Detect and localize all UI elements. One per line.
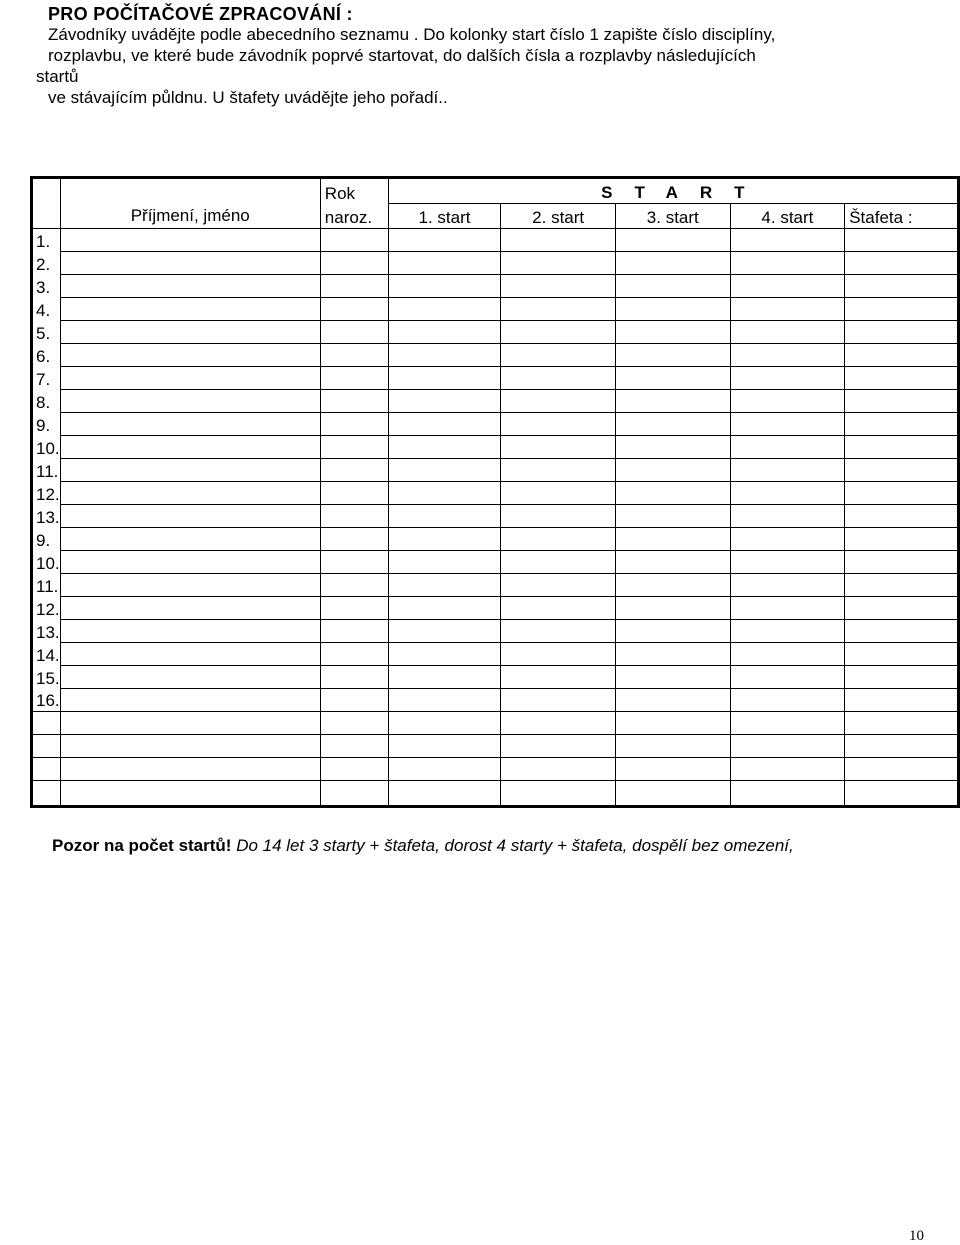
start-2-cell[interactable] bbox=[501, 229, 616, 252]
birth-year-cell[interactable] bbox=[320, 666, 388, 689]
table-row bbox=[32, 735, 959, 758]
start-4-cell[interactable] bbox=[730, 505, 845, 528]
start-1-cell[interactable] bbox=[388, 390, 501, 413]
birth-year-cell[interactable] bbox=[320, 459, 388, 482]
name-cell[interactable] bbox=[60, 666, 320, 689]
relay-cell[interactable] bbox=[845, 781, 959, 807]
start-3-cell[interactable] bbox=[615, 298, 730, 321]
name-cell[interactable] bbox=[60, 482, 320, 505]
birth-year-cell[interactable] bbox=[320, 367, 388, 390]
start-3-cell[interactable] bbox=[615, 551, 730, 574]
start-1-cell[interactable] bbox=[388, 735, 501, 758]
start-4-cell[interactable] bbox=[730, 413, 845, 436]
birth-year-cell[interactable] bbox=[320, 735, 388, 758]
start-4-cell[interactable] bbox=[730, 298, 845, 321]
instruction-line: ve stávajícím půldnu. U štafety uvádějte jeho pořadí.. bbox=[48, 88, 448, 107]
start-3-cell[interactable] bbox=[615, 643, 730, 666]
start-3-cell[interactable] bbox=[615, 390, 730, 413]
instruction-line: startů bbox=[36, 67, 79, 86]
name-cell[interactable] bbox=[60, 528, 320, 551]
table-row bbox=[32, 459, 959, 482]
start-2-cell[interactable] bbox=[501, 505, 616, 528]
number-header-cell bbox=[32, 204, 61, 229]
birth-year-cell[interactable] bbox=[320, 643, 388, 666]
start-4-cell[interactable] bbox=[730, 344, 845, 367]
start-2-cell[interactable] bbox=[501, 781, 616, 807]
start-3-cell[interactable] bbox=[615, 505, 730, 528]
birth-year-cell[interactable] bbox=[320, 597, 388, 620]
start-1-cell[interactable] bbox=[388, 344, 501, 367]
birth-year-cell[interactable] bbox=[320, 781, 388, 807]
start-2-cell[interactable] bbox=[501, 252, 616, 275]
name-column-header: Příjmení, jméno bbox=[60, 178, 320, 229]
start-3-cell[interactable] bbox=[615, 436, 730, 459]
start-2-cell[interactable] bbox=[501, 459, 616, 482]
relay-cell[interactable] bbox=[845, 643, 959, 666]
relay-cell[interactable] bbox=[845, 482, 959, 505]
birth-year-cell[interactable] bbox=[320, 229, 388, 252]
start-1-cell[interactable] bbox=[388, 436, 501, 459]
start-2-cell[interactable] bbox=[501, 298, 616, 321]
page-heading: PRO POČÍTAČOVÉ ZPRACOVÁNÍ : bbox=[48, 4, 353, 24]
start-3-cell[interactable] bbox=[615, 689, 730, 712]
start-4-cell[interactable] bbox=[730, 275, 845, 298]
start-group-header: START bbox=[388, 178, 958, 204]
row-number: 2. bbox=[32, 252, 61, 275]
relay-cell[interactable] bbox=[845, 298, 959, 321]
note-bold: Pozor na počet startů! bbox=[52, 836, 232, 855]
row-number: 8. bbox=[32, 390, 61, 413]
row-number bbox=[32, 781, 61, 807]
start-4-cell[interactable] bbox=[730, 689, 845, 712]
start-4-cell[interactable] bbox=[730, 528, 845, 551]
row-number: 12. bbox=[32, 482, 61, 505]
name-cell[interactable] bbox=[60, 574, 320, 597]
start-1-cell[interactable] bbox=[388, 275, 501, 298]
row-number: 9. bbox=[32, 528, 61, 551]
start-4-cell[interactable] bbox=[730, 666, 845, 689]
table-row bbox=[32, 528, 959, 551]
start-2-header: 2. start bbox=[501, 204, 616, 229]
table-row bbox=[32, 574, 959, 597]
start-1-cell[interactable] bbox=[388, 781, 501, 807]
relay-cell[interactable] bbox=[845, 620, 959, 643]
row-number: 14. bbox=[32, 643, 61, 666]
name-cell[interactable] bbox=[60, 689, 320, 712]
start-2-cell[interactable] bbox=[501, 528, 616, 551]
start-1-cell[interactable] bbox=[388, 367, 501, 390]
start-4-cell[interactable] bbox=[730, 574, 845, 597]
relay-cell[interactable] bbox=[845, 735, 959, 758]
start-limit-note bbox=[52, 836, 794, 856]
start-4-cell[interactable] bbox=[730, 229, 845, 252]
name-cell[interactable] bbox=[60, 321, 320, 344]
start-3-cell[interactable] bbox=[615, 758, 730, 781]
birth-year-cell[interactable] bbox=[320, 620, 388, 643]
name-cell[interactable] bbox=[60, 781, 320, 807]
birth-year-cell[interactable] bbox=[320, 321, 388, 344]
table-row bbox=[32, 298, 959, 321]
birth-year-cell[interactable] bbox=[320, 712, 388, 735]
birth-year-cell[interactable] bbox=[320, 298, 388, 321]
start-2-cell[interactable] bbox=[501, 735, 616, 758]
start-1-cell[interactable] bbox=[388, 321, 501, 344]
start-1-cell[interactable] bbox=[388, 643, 501, 666]
start-4-cell[interactable] bbox=[730, 390, 845, 413]
start-1-cell[interactable] bbox=[388, 252, 501, 275]
table-row bbox=[32, 689, 959, 712]
start-1-cell[interactable] bbox=[388, 689, 501, 712]
relay-cell[interactable] bbox=[845, 413, 959, 436]
start-3-cell[interactable] bbox=[615, 275, 730, 298]
name-cell[interactable] bbox=[60, 620, 320, 643]
start-1-cell[interactable] bbox=[388, 712, 501, 735]
relay-cell[interactable] bbox=[845, 390, 959, 413]
start-4-header: 4. start bbox=[730, 204, 845, 229]
birth-year-cell[interactable] bbox=[320, 436, 388, 459]
start-3-cell[interactable] bbox=[615, 620, 730, 643]
table-row bbox=[32, 666, 959, 689]
instruction-line: Závodníky uvádějte podle abecedního seznamu . Do kolonky start číslo 1 zapište číslo disciplíny, bbox=[48, 25, 776, 44]
start-3-header: 3. start bbox=[615, 204, 730, 229]
start-3-cell[interactable] bbox=[615, 666, 730, 689]
start-3-cell[interactable] bbox=[615, 344, 730, 367]
start-3-cell[interactable] bbox=[615, 252, 730, 275]
birth-year-cell[interactable] bbox=[320, 390, 388, 413]
table-row bbox=[32, 482, 959, 505]
registration-table bbox=[30, 176, 960, 808]
start-1-cell[interactable] bbox=[388, 597, 501, 620]
start-2-cell[interactable] bbox=[501, 758, 616, 781]
row-number: 13. bbox=[32, 620, 61, 643]
table-row bbox=[32, 597, 959, 620]
start-2-cell[interactable] bbox=[501, 413, 616, 436]
start-4-cell[interactable] bbox=[730, 459, 845, 482]
table-row bbox=[32, 758, 959, 781]
table-row bbox=[32, 229, 959, 252]
start-3-cell[interactable] bbox=[615, 459, 730, 482]
row-number: 7. bbox=[32, 367, 61, 390]
start-1-header: 1. start bbox=[388, 204, 501, 229]
start-2-cell[interactable] bbox=[501, 390, 616, 413]
name-cell[interactable] bbox=[60, 367, 320, 390]
name-cell[interactable] bbox=[60, 643, 320, 666]
start-1-cell[interactable] bbox=[388, 620, 501, 643]
name-cell[interactable] bbox=[60, 735, 320, 758]
table-row bbox=[32, 275, 959, 298]
row-number: 11. bbox=[32, 574, 61, 597]
name-cell[interactable] bbox=[60, 459, 320, 482]
start-1-cell[interactable] bbox=[388, 298, 501, 321]
start-2-cell[interactable] bbox=[501, 275, 616, 298]
start-2-cell[interactable] bbox=[501, 643, 616, 666]
start-2-cell[interactable] bbox=[501, 551, 616, 574]
start-4-cell[interactable] bbox=[730, 758, 845, 781]
start-3-cell[interactable] bbox=[615, 735, 730, 758]
birth-year-cell[interactable] bbox=[320, 252, 388, 275]
name-cell[interactable] bbox=[60, 344, 320, 367]
table-row bbox=[32, 505, 959, 528]
row-number: 16. bbox=[32, 689, 61, 712]
start-1-cell[interactable] bbox=[388, 528, 501, 551]
start-3-cell[interactable] bbox=[615, 367, 730, 390]
start-2-cell[interactable] bbox=[501, 712, 616, 735]
relay-cell[interactable] bbox=[845, 689, 959, 712]
row-number bbox=[32, 758, 61, 781]
table-row bbox=[32, 367, 959, 390]
start-4-cell[interactable] bbox=[730, 620, 845, 643]
start-4-cell[interactable] bbox=[730, 367, 845, 390]
start-4-cell[interactable] bbox=[730, 482, 845, 505]
relay-cell[interactable] bbox=[845, 321, 959, 344]
start-3-cell[interactable] bbox=[615, 597, 730, 620]
name-cell[interactable] bbox=[60, 597, 320, 620]
start-4-cell[interactable] bbox=[730, 436, 845, 459]
name-cell[interactable] bbox=[60, 413, 320, 436]
start-3-cell[interactable] bbox=[615, 482, 730, 505]
start-3-cell[interactable] bbox=[615, 574, 730, 597]
table-row bbox=[32, 390, 959, 413]
start-2-cell[interactable] bbox=[501, 620, 616, 643]
birth-year-cell[interactable] bbox=[320, 344, 388, 367]
name-cell[interactable] bbox=[60, 758, 320, 781]
birth-year-cell[interactable] bbox=[320, 505, 388, 528]
row-number: 15. bbox=[32, 666, 61, 689]
instruction-line: rozplavbu, ve které bude závodník poprvé startovat, do dalších čísla a rozplavby následujících bbox=[48, 46, 756, 65]
start-1-cell[interactable] bbox=[388, 574, 501, 597]
relay-cell[interactable] bbox=[845, 252, 959, 275]
birth-year-header-top: Rok bbox=[320, 178, 388, 204]
relay-cell[interactable] bbox=[845, 459, 959, 482]
start-2-cell[interactable] bbox=[501, 689, 616, 712]
start-4-cell[interactable] bbox=[730, 252, 845, 275]
start-2-cell[interactable] bbox=[501, 666, 616, 689]
start-2-cell[interactable] bbox=[501, 367, 616, 390]
row-number: 10. bbox=[32, 551, 61, 574]
table-row bbox=[32, 436, 959, 459]
birth-year-cell[interactable] bbox=[320, 551, 388, 574]
start-3-cell[interactable] bbox=[615, 781, 730, 807]
relay-cell[interactable] bbox=[845, 229, 959, 252]
start-1-cell[interactable] bbox=[388, 413, 501, 436]
birth-year-cell[interactable] bbox=[320, 413, 388, 436]
row-number: 13. bbox=[32, 505, 61, 528]
start-4-cell[interactable] bbox=[730, 643, 845, 666]
start-1-cell[interactable] bbox=[388, 505, 501, 528]
start-4-cell[interactable] bbox=[730, 597, 845, 620]
row-number: 12. bbox=[32, 597, 61, 620]
start-1-cell[interactable] bbox=[388, 758, 501, 781]
relay-cell[interactable] bbox=[845, 505, 959, 528]
row-number: 9. bbox=[32, 413, 61, 436]
table-row bbox=[32, 344, 959, 367]
note-italic: Do 14 let 3 starty + štafeta, dorost 4 starty + štafeta, dospělí bez omezení, bbox=[231, 836, 794, 855]
start-2-cell[interactable] bbox=[501, 344, 616, 367]
start-1-cell[interactable] bbox=[388, 551, 501, 574]
row-number: 10. bbox=[32, 436, 61, 459]
start-1-cell[interactable] bbox=[388, 666, 501, 689]
relay-cell[interactable] bbox=[845, 597, 959, 620]
table-row bbox=[32, 643, 959, 666]
birth-year-cell[interactable] bbox=[320, 528, 388, 551]
relay-cell[interactable] bbox=[845, 344, 959, 367]
table-row bbox=[32, 551, 959, 574]
name-cell[interactable] bbox=[60, 505, 320, 528]
relay-cell[interactable] bbox=[845, 666, 959, 689]
start-4-cell[interactable] bbox=[730, 781, 845, 807]
start-4-cell[interactable] bbox=[730, 735, 845, 758]
row-number: 5. bbox=[32, 321, 61, 344]
page-number: 10 bbox=[909, 1228, 924, 1244]
start-2-cell[interactable] bbox=[501, 574, 616, 597]
start-4-cell[interactable] bbox=[730, 712, 845, 735]
birth-year-cell[interactable] bbox=[320, 275, 388, 298]
start-3-cell[interactable] bbox=[615, 413, 730, 436]
start-3-cell[interactable] bbox=[615, 712, 730, 735]
birth-year-header-bottom: naroz. bbox=[320, 204, 388, 229]
start-4-cell[interactable] bbox=[730, 551, 845, 574]
name-cell[interactable] bbox=[60, 712, 320, 735]
birth-year-cell[interactable] bbox=[320, 758, 388, 781]
start-1-cell[interactable] bbox=[388, 482, 501, 505]
relay-cell[interactable] bbox=[845, 574, 959, 597]
row-number: 6. bbox=[32, 344, 61, 367]
table-row bbox=[32, 620, 959, 643]
name-cell[interactable] bbox=[60, 551, 320, 574]
relay-cell[interactable] bbox=[845, 367, 959, 390]
start-3-cell[interactable] bbox=[615, 229, 730, 252]
row-number: 3. bbox=[32, 275, 61, 298]
name-cell[interactable] bbox=[60, 275, 320, 298]
table-row bbox=[32, 321, 959, 344]
table-row bbox=[32, 413, 959, 436]
row-number bbox=[32, 712, 61, 735]
start-4-cell[interactable] bbox=[730, 321, 845, 344]
relay-cell[interactable] bbox=[845, 758, 959, 781]
start-3-cell[interactable] bbox=[615, 528, 730, 551]
birth-year-cell[interactable] bbox=[320, 482, 388, 505]
name-cell[interactable] bbox=[60, 390, 320, 413]
birth-year-cell[interactable] bbox=[320, 689, 388, 712]
start-2-cell[interactable] bbox=[501, 597, 616, 620]
relay-cell[interactable] bbox=[845, 551, 959, 574]
table-row bbox=[32, 712, 959, 735]
instructions bbox=[36, 24, 936, 108]
row-number bbox=[32, 735, 61, 758]
start-1-cell[interactable] bbox=[388, 459, 501, 482]
table-row bbox=[32, 781, 959, 807]
relay-cell[interactable] bbox=[845, 528, 959, 551]
name-cell[interactable] bbox=[60, 298, 320, 321]
name-cell[interactable] bbox=[60, 252, 320, 275]
start-1-cell[interactable] bbox=[388, 229, 501, 252]
start-2-cell[interactable] bbox=[501, 436, 616, 459]
start-2-cell[interactable] bbox=[501, 321, 616, 344]
relay-header: Štafeta : bbox=[845, 204, 959, 229]
name-cell[interactable] bbox=[60, 229, 320, 252]
name-cell[interactable] bbox=[60, 436, 320, 459]
row-number: 4. bbox=[32, 298, 61, 321]
birth-year-cell[interactable] bbox=[320, 574, 388, 597]
row-number: 1. bbox=[32, 229, 61, 252]
relay-cell[interactable] bbox=[845, 436, 959, 459]
start-2-cell[interactable] bbox=[501, 482, 616, 505]
relay-cell[interactable] bbox=[845, 275, 959, 298]
relay-cell[interactable] bbox=[845, 712, 959, 735]
table-row bbox=[32, 252, 959, 275]
number-header bbox=[32, 178, 61, 204]
row-number: 11. bbox=[32, 459, 61, 482]
start-3-cell[interactable] bbox=[615, 321, 730, 344]
